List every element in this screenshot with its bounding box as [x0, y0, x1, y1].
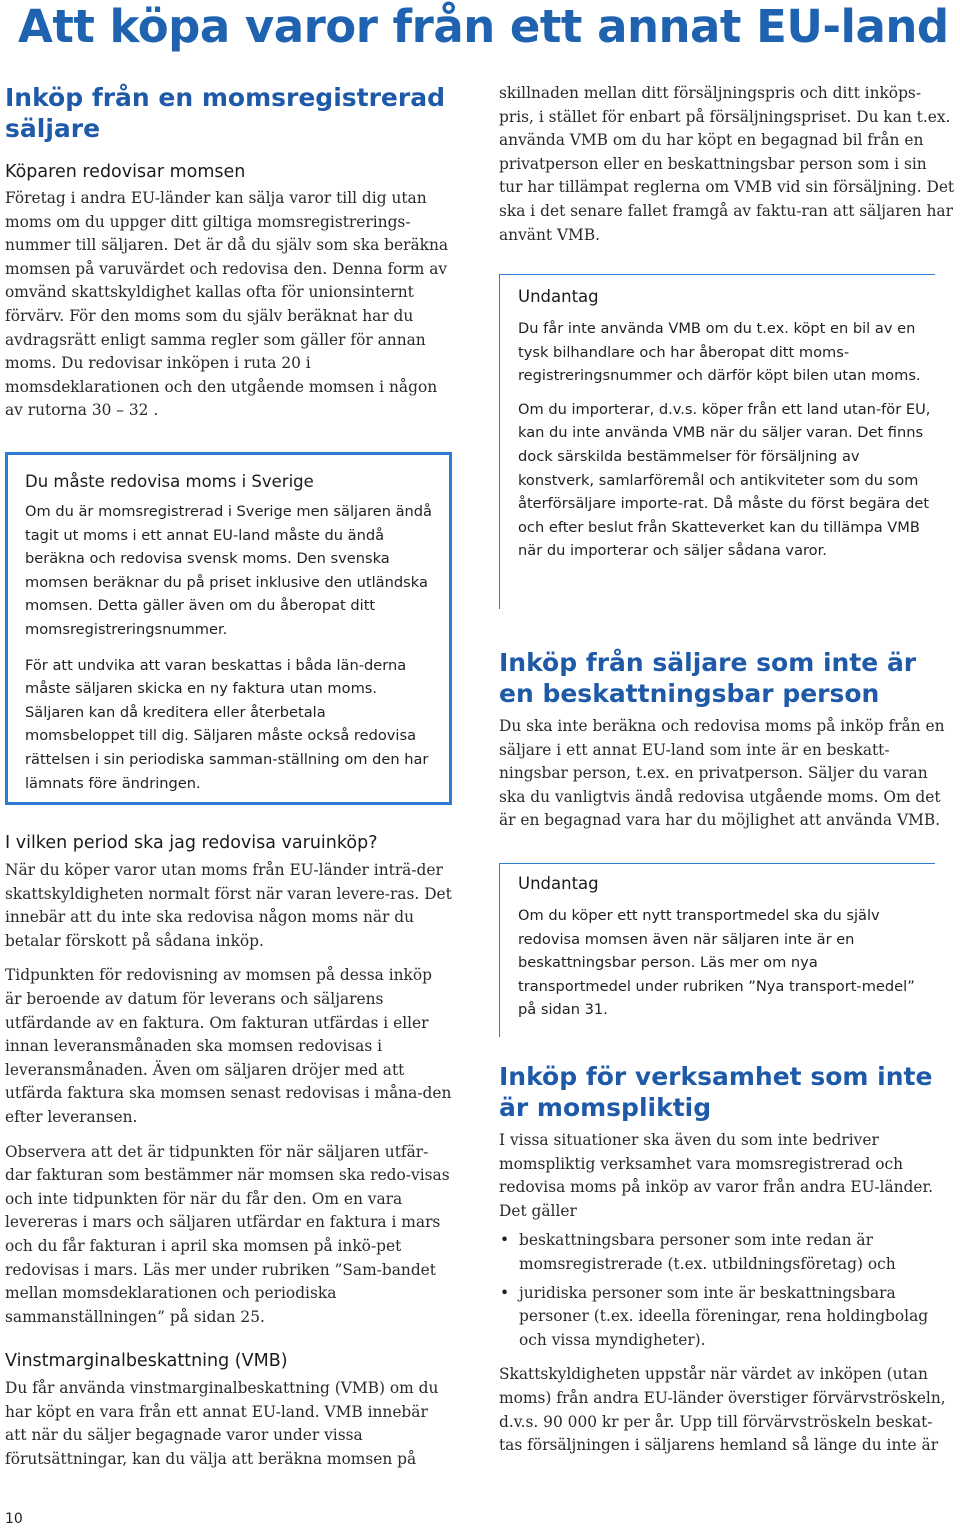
section-title-non-taxable-seller: Inköp från säljare som inte är en beskattningsbar person: [499, 648, 917, 708]
section-title-registered-seller: Inköp från en momsregistrerad säljare: [5, 83, 445, 143]
paragraph-threshold: Skattskyldigheten uppstår när värdet av inköpen (utan moms) från andra EU-länder överstiger förvärvströskeln, d.v.s. 90 000 kr per år. Upp till förvärvströskeln beskat-tas försäljningen i säljarens hemland så länge du inte är: [499, 1365, 946, 1455]
paragraph-vmb: Du får använda vinstmarginalbeskattning (VMB) om du har köpt en vara från ett annat EU-land. VMB innebär att när du säljer begagnade varor under vissa förutsättningar, kan du välja att beräkna momsen på: [5, 1379, 439, 1469]
left-column: [5, 82, 453, 423]
info-box-title: Du måste redovisa moms i Sverige: [25, 472, 314, 491]
subsection-title-vmb: Vinstmarginalbeskattning (VMB): [5, 1351, 288, 1372]
bullet-list: [499, 1229, 955, 1352]
callout-paragraph-1: Du får inte använda VMB om du t.ex. köpt en bil av en tysk bilhandlare och har åberopat ditt moms-registreringsnummer och därför köpt bilen utan moms.: [518, 320, 921, 385]
paragraph-vmb-continued: skillnaden mellan ditt försäljningspris och ditt inköps-pris, i stället för enbart på försäljningspriset. Du kan t.ex. använda VMB om du har köpt en begagnad bil från en privatperson eller en beskattningsbar person som i sin tur har tillämpat reglerna om VMB vid sin försäljning. Det ska i det senare fallet framgå av faktu-ran att säljaren har använt VMB.: [499, 84, 955, 244]
info-box-paragraph-1: Om du är momsregistrerad i Sverige men säljaren ändå tagit ut moms i ett annat EU-land måste du ändå beräkna och redovisa svensk moms. Den svenska momsen beräknar du på priset inklusive den utländska momsen. Detta gäller även om du åberopat ditt momsregistreringsnummer.: [25, 503, 432, 638]
page-number: 10: [5, 1511, 23, 1527]
subsection-title-period: I vilken period ska jag redovisa varuinköp?: [5, 833, 378, 853]
right-column-lower: [499, 1061, 955, 1458]
left-column-lower: [5, 831, 453, 1472]
info-box-report-in-sweden: [5, 452, 452, 805]
paragraph-non-vat-business: I vissa situationer ska även du som inte bedriver momspliktig verksamhet vara momsregistrerad och redovisa moms på inköp av varor från andra EU-länder. Det gäller: [499, 1131, 934, 1220]
section-title-non-vat-business: Inköp för verksamhet som inte är momspliktig: [499, 1062, 933, 1122]
paragraph-period-1: När du köper varor utan moms från EU-länder inträ-der skattskyldigheten normalt först när varan levere-ras. Det innebär att du inte ska redovisa någon moms när du betalar förskott på sådana inköp.: [5, 861, 452, 950]
callout-exception-vmb: [499, 274, 935, 609]
paragraph-period-2: Tidpunkten för redovisning av momsen på dessa inköp är beroende av datum för leverans och säljarens utfärdande av en faktura. Om fakturan utfärdas i eller innan leveransmånaden ska momsen redovisas i leveransmånaden. Även om säljaren dröjer med att utfärda faktura ska momsen senast redovisas i måna-den efter leveransen.: [5, 966, 452, 1126]
list-item: • juridiska personer som inte är beskattningsbara personer (t.ex. ideella föreningar, rena holdingbolag och vissa myndigheter).: [519, 1282, 955, 1353]
callout-title: Undantag: [518, 287, 599, 306]
list-item: • beskattningsbara personer som inte redan är momsregistrerade (t.ex. utbildningsföretag) och: [519, 1229, 955, 1276]
callout-paragraph: Om du köper ett nytt transportmedel ska du själv redovisa momsen även när säljaren inte är en beskattningsbar person. Läs mer om nya transportmedel under rubriken ”Nya transport-medel” på sidan 31.: [518, 907, 915, 1019]
callout-title: Undantag: [518, 874, 599, 893]
info-box-paragraph-2: För att undvika att varan beskattas i båda län-derna måste säljaren skicka en ny faktura utan moms. Säljaren kan då kreditera eller återbetala momsbeloppet till dig. Säljaren måste också redovisa rättelsen i sin periodiska samman-ställning om den har lämnats före ändringen.: [25, 656, 429, 792]
right-column-middle: [499, 647, 955, 833]
subsection-title-buyer-reports: Köparen redovisar momsen: [5, 162, 246, 182]
paragraph-period-3: Observera att det är tidpunkten för när säljaren utfär-dar fakturan som bestämmer när momsen ska redo-visas och inte tidpunkten för när du får den. Om en vara levereras i mars och säljaren utfärdar en faktura i mars och du får fakturan i april ska momsen på inkö-pet redovisas i mars. Läs mer under rubriken ”Sam-bandet mellan momsdeklarationen och periodiska sammanställningen” på sidan 25.: [5, 1142, 450, 1326]
callout-exception-transport: [499, 863, 935, 1037]
page-title: Att köpa varor från ett annat EU-land: [18, 0, 949, 53]
callout-paragraph-2: Om du importerar, d.v.s. köper från ett land utan-för EU, kan du inte använda VMB när du säljer varan. Det finns dock särskilda bestämmelser för försäljning av konstverk, samlarföremål och antikviteter som du som återförsäljare importe-rat. Då måste du först begära det och efter beslut från Skatteverket kan du tillämpa VMB när du importerar och säljer sådana varor.: [518, 400, 931, 560]
paragraph-non-taxable-seller: Du ska inte beräkna och redovisa moms på inköp från en säljare i ett annat EU-land som inte är en beskatt-ningsbar person, t.ex. en privatperson. Säljer du varan ska du vanligtvis ändå redovisa utgående moms. Om det är en begagnad vara har du möjlighet att använda VMB.: [499, 717, 945, 830]
right-column: [499, 82, 955, 247]
paragraph-registered-seller: Företag i andra EU-länder kan sälja varor till dig utan moms om du uppger ditt giltiga momsregistrerings-nummer till säljaren. Det är då du själv som ska beräkna momsen på varuvärdet och redovisa den. Denna form av omvänd skattskyldighet kallas ofta för unionsinternt förvärv. För den moms som du själv beräknat har du avdragsrätt enligt samma regler som gäller för annan moms. Du redovisar inköpen i ruta 20 i momsdeklarationen och den utgående momsen i någon av rutorna 30 – 32 .: [5, 189, 449, 420]
